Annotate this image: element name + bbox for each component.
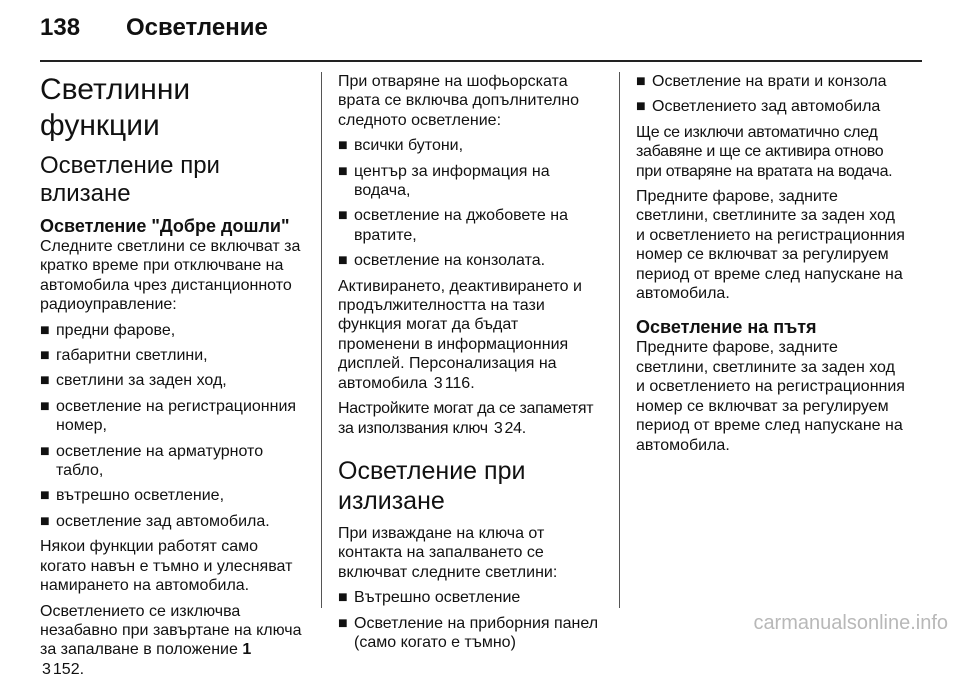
list-item: ■ Вътрешно осветление (338, 589, 521, 607)
bullet-list (40, 321, 306, 532)
bullet-icon: ■ (40, 321, 50, 339)
bullet-icon: ■ (40, 512, 50, 530)
section-heading-entry-lighting: Осветление при влизане (40, 152, 220, 207)
bullet-icon: ■ (40, 487, 50, 505)
bullet-icon: ■ (40, 397, 50, 415)
column-1 (40, 72, 306, 685)
bullet-icon: ■ (636, 98, 646, 116)
section-heading-exit-lighting: Осветление при излизане (338, 456, 526, 515)
paragraph: Настройките могат да се запаметят за използвания ключ 3 24. (338, 400, 594, 437)
bullet-icon: ■ (338, 162, 348, 180)
page-reference[interactable]: 116. (444, 374, 475, 392)
page-reference-icon: 3 (493, 419, 503, 437)
list-item: ■ предни фарове, (40, 321, 176, 339)
column-divider (619, 72, 620, 608)
list-item: ■ всички бутони, (338, 137, 464, 155)
position-label: 1 (242, 641, 252, 659)
list-item: ■ габаритни светлини, (40, 347, 208, 365)
paragraph: Осветлението се изключва незабавно при завъртане на ключа за запалване в положение 1 3 152. (40, 602, 302, 678)
list-item: ■ Осветлението зад автомобила (636, 98, 881, 116)
paragraph: При отваряне на шофьорската врата се включва допълнително следното осветление: (338, 73, 580, 129)
paragraph: При изваждане на ключа от контакта на запалването се включват следните светлини: (338, 524, 558, 581)
main-heading: Светлинни функции (40, 73, 191, 142)
column-3 (636, 72, 906, 461)
list-item: ■ осветление на конзолата. (338, 252, 546, 270)
page-reference[interactable]: 24. (504, 419, 526, 437)
bullet-icon: ■ (338, 589, 348, 607)
paragraph: Предните фарове, задните светлини, светлините за заден ход и осветлението на регистрационния номер се включват за регулируем период от време след напускане на автомобила. (636, 339, 905, 454)
page-reference-icon: 3 (433, 374, 443, 392)
bullet-icon: ■ (338, 137, 348, 155)
watermark: carmanualsonline.info (753, 612, 948, 634)
list-item: ■ осветление зад автомобила. (40, 512, 270, 530)
subsection-heading-welcome-lighting: Осветление "Добре дошли" (40, 216, 290, 236)
paragraph: Някои функции работят само когато навън е тъмно и улесняват намирането на автомобила. (40, 538, 293, 595)
paragraph: Ще се изключи автоматично след забавяне и ще се активира отново при отваряне на вратата на водача. (636, 123, 893, 180)
paragraph: Следните светлини се включват за кратко време при отключване на автомобила чрез дистанционното радиоуправление: (40, 238, 301, 314)
column-divider (321, 72, 322, 608)
bullet-icon: ■ (338, 614, 348, 632)
list-item: ■ осветление на регистрационния номер, (40, 397, 297, 435)
bullet-icon: ■ (40, 372, 50, 390)
page-header (40, 14, 920, 48)
header-rule (40, 60, 922, 62)
chapter-title: Осветление (126, 14, 268, 41)
page-reference-icon: 3 (42, 660, 51, 678)
list-item: ■ Осветление на врати и конзола (636, 73, 887, 90)
bullet-icon: ■ (40, 347, 50, 365)
list-item: ■ осветление на джобовете на вратите, (338, 207, 569, 244)
page-reference[interactable]: 152. (52, 660, 85, 678)
subsection-heading-path-lighting: Осветление на пътя (636, 317, 817, 338)
paragraph: Активирането, деактивирането и продължителността на тази функция могат да бъдат променени в информационния дисплей. Персонализация на автомобила 3 116. (338, 277, 582, 392)
bullet-icon: ■ (338, 207, 348, 225)
list-item: ■ светлини за заден ход, (40, 372, 227, 390)
bullet-icon: ■ (338, 252, 348, 270)
bullet-list (338, 588, 604, 652)
list-item: ■ Осветление на приборния панел (само когато е тъмно) (338, 614, 599, 651)
list-item: ■ вътрешно осветление, (40, 487, 225, 505)
bullet-list (636, 72, 906, 117)
paragraph: Предните фарове, задните светлини, светлините за заден ход и осветлението на регистрационния номер се включват за регулируем период от време след напускане на автомобила. (636, 188, 905, 303)
list-item: ■ център за информация на водача, (338, 162, 550, 200)
column-2 (338, 72, 604, 658)
page-number: 138 (40, 14, 81, 41)
bullet-icon: ■ (40, 442, 50, 460)
list-item: ■ осветление на арматурното табло, (40, 442, 264, 480)
bullet-list (338, 136, 604, 270)
bullet-icon: ■ (636, 73, 646, 90)
